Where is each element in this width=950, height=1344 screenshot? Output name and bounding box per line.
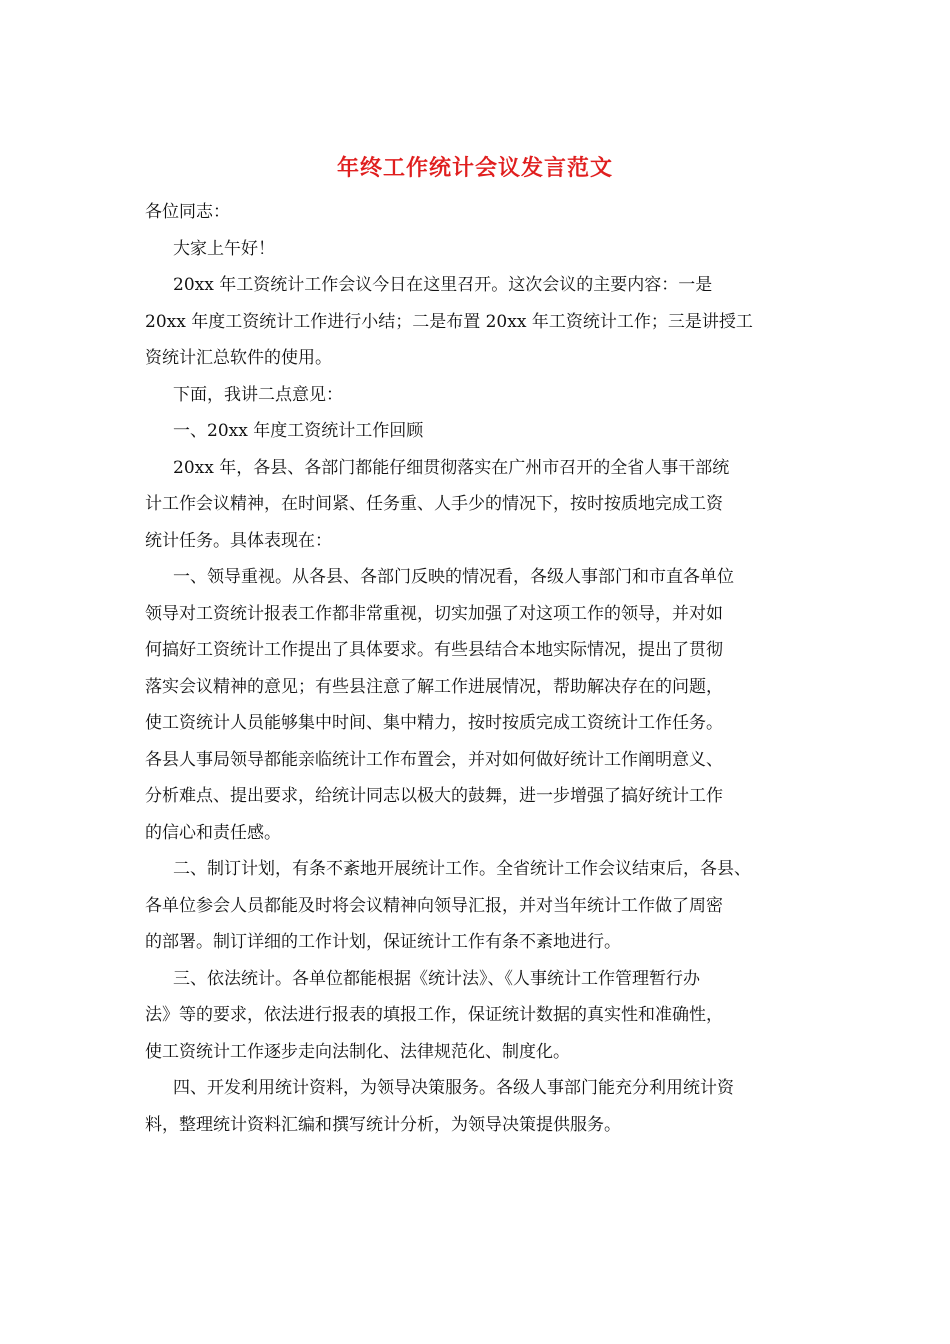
body-line: 统计任务。具体表现在： — [145, 530, 332, 551]
body-line: 法》等的要求，依法进行报表的填报工作，保证统计数据的真实性和准确性， — [145, 1005, 723, 1025]
body-line: 各县人事局领导都能亲临统计工作布置会，并对如何做好统计工作阐明意义、 — [145, 749, 723, 770]
body-line: 下面，我讲二点意见： — [173, 384, 343, 405]
document-title: 年终工作统计会议发言范文 — [336, 155, 613, 181]
document-body — [145, 194, 825, 1143]
body-line: 一、领导重视。从各县、各部门反映的情况看，各级人事部门和市直各单位 — [173, 567, 734, 587]
body-line: 的信心和责任感。 — [145, 822, 281, 843]
body-line: 分析难点、提出要求，给统计同志以极大的鼓舞，进一步增强了搞好统计工作 — [145, 786, 723, 806]
body-line: 落实会议精神的意见；有些县注意了解工作进展情况，帮助解决存在的问题， — [145, 676, 723, 697]
body-line: 领导对工资统计报表工作都非常重视，切实加强了对这项工作的领导，并对如 — [145, 603, 723, 624]
body-line: 大家上午好！ — [173, 238, 275, 259]
body-line: 20xx 年工资统计工作会议今日在这里召开。这次会议的主要内容：一是 — [173, 275, 713, 295]
body-line: 的部署。制订详细的工作计划，保证统计工作有条不紊地进行。 — [145, 932, 621, 952]
body-line: 料，整理统计资料汇编和撰写统计分析，为领导决策提供服务。 — [145, 1114, 621, 1135]
body-line: 使工资统计工作逐步走向法制化、法律规范化、制度化。 — [145, 1041, 570, 1062]
body-line: 三、依法统计。各单位都能根据《统计法》、《人事统计工作管理暂行办 — [173, 968, 700, 989]
body-line: 四、开发利用统计资料，为领导决策服务。各级人事部门能充分利用统计资 — [173, 1078, 734, 1098]
body-line: 20xx 年，各县、各部门都能仔细贯彻落实在广州市召开的全省人事干部统 — [173, 457, 730, 478]
body-line: 二、制订计划，有条不紊地开展统计工作。全省统计工作会议结束后，各县、 — [173, 859, 751, 879]
body-line: 使工资统计人员能够集中时间、集中精力，按时按质完成工资统计工作任务。 — [145, 713, 723, 733]
body-line: 何搞好工资统计工作提出了具体要求。有些县结合本地实际情况，提出了贯彻 — [145, 640, 723, 660]
body-line: 各位同志： — [145, 202, 230, 222]
body-line: 各单位参会人员都能及时将会议精神向领导汇报，并对当年统计工作做了周密 — [145, 895, 723, 916]
body-line: 资统计汇总软件的使用。 — [145, 348, 332, 368]
body-line: 20xx 年度工资统计工作进行小结；二是布置 20xx 年工资统计工作；三是讲授工 — [145, 311, 753, 332]
body-line: 一、20xx 年度工资统计工作回顾 — [173, 421, 424, 441]
body-line: 计工作会议精神，在时间紧、任务重、人手少的情况下，按时按质地完成工资 — [145, 494, 723, 514]
